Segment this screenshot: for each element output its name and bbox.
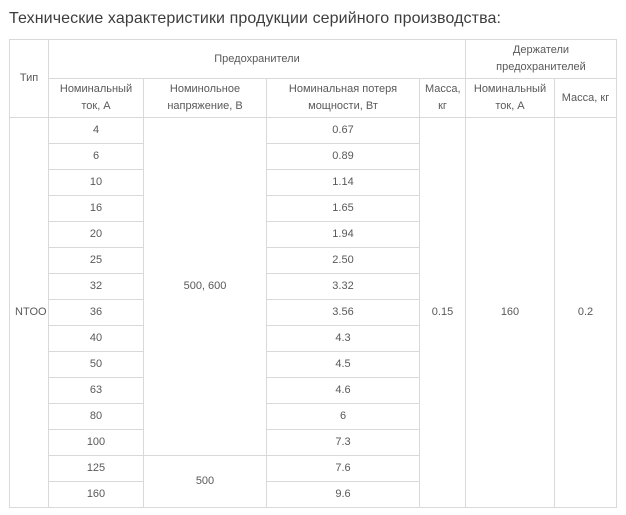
cell-power-loss: 4.3	[267, 326, 420, 352]
header-mass: Масса, кг	[420, 79, 466, 118]
cell-voltage-last: 500	[144, 456, 267, 508]
cell-current: 125	[49, 456, 144, 482]
cell-power-loss: 7.6	[267, 456, 420, 482]
header-group-row	[10, 40, 617, 79]
table-row	[10, 118, 617, 144]
cell-current: 25	[49, 248, 144, 274]
cell-holder-mass: 0.2	[555, 118, 617, 508]
cell-current: 32	[49, 274, 144, 300]
header-sub-row	[10, 79, 617, 118]
header-nominal-current: Номинальный ток, А	[49, 79, 144, 118]
cell-power-loss: 3.56	[267, 300, 420, 326]
cell-power-loss: 3.32	[267, 274, 420, 300]
header-fuses-group: Предохранители	[49, 40, 466, 79]
cell-current: 50	[49, 352, 144, 378]
cell-power-loss: 6	[267, 404, 420, 430]
header-holder-mass: Масса, кг	[555, 79, 617, 118]
cell-power-loss: 0.89	[267, 144, 420, 170]
cell-current: 20	[49, 222, 144, 248]
cell-current: 36	[49, 300, 144, 326]
header-power-loss: Номинальная потеря мощности, Вт	[267, 79, 420, 118]
cell-power-loss: 4.6	[267, 378, 420, 404]
cell-current: 4	[49, 118, 144, 144]
cell-current: 160	[49, 482, 144, 508]
cell-holder-current: 160	[466, 118, 555, 508]
cell-voltage-main: 500, 600	[144, 118, 267, 456]
cell-current: 80	[49, 404, 144, 430]
cell-current: 63	[49, 378, 144, 404]
cell-power-loss: 0.67	[267, 118, 420, 144]
cell-current: 16	[49, 196, 144, 222]
cell-fuse-mass: 0.15	[420, 118, 466, 508]
header-type: Тип	[10, 40, 49, 118]
cell-power-loss: 1.14	[267, 170, 420, 196]
cell-current: 10	[49, 170, 144, 196]
cell-type: NTOO	[10, 118, 49, 508]
header-holder-nominal-current: Номинальный ток, А	[466, 79, 555, 118]
cell-power-loss: 7.3	[267, 430, 420, 456]
header-nominal-voltage: Номинольное напряжение, В	[144, 79, 267, 118]
cell-power-loss: 1.65	[267, 196, 420, 222]
cell-current: 6	[49, 144, 144, 170]
cell-power-loss: 2.50	[267, 248, 420, 274]
header-holders-group: Держатели предохранителей	[466, 40, 617, 79]
specs-table	[9, 39, 617, 508]
page-title: Технические характеристики продукции серийного производства:	[9, 10, 502, 27]
cell-current: 100	[49, 430, 144, 456]
cell-power-loss: 4.5	[267, 352, 420, 378]
cell-power-loss: 9.6	[267, 482, 420, 508]
cell-power-loss: 1.94	[267, 222, 420, 248]
cell-current: 40	[49, 326, 144, 352]
